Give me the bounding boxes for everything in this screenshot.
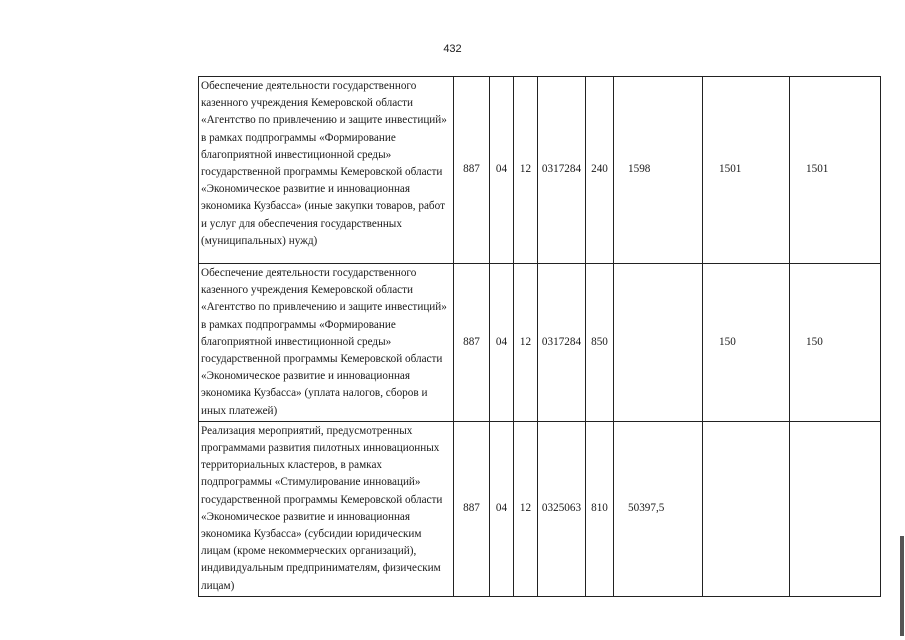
target-article-code: 0325063 [538,421,586,596]
table-row [199,421,881,596]
amount-3: 1501 [790,77,881,264]
row-description: Реализация мероприятий, предусмотренных программами развития пилотных инновационных территориальных кластеров, в рамках подпрограммы «Стимулирование инноваций» государственной программы Кемеровской области «Экономическое развитие и инновационная экономика Кузбасса» (субсидии юридическим лицам (кроме некоммерческих организаций), индивидуальным предпринимателям, физическим лицам) [199,421,454,596]
amount-1: 1598 [614,77,703,264]
expense-type-code: 240 [586,77,614,264]
table-row [199,264,881,422]
amount-1: 50397,5 [614,421,703,596]
subsection-code: 12 [514,421,538,596]
subsection-code: 12 [514,264,538,422]
table-row [199,77,881,264]
amount-2: 150 [703,264,790,422]
amount-1 [614,264,703,422]
amount-2: 1501 [703,77,790,264]
row-description: Обеспечение деятельности государственного казенного учреждения Кемеровской области «Агентство по привлечению и защите инвестиций» в рамках подпрограммы «Формирование благоприятной инвестиционной среды» государственной программы Кемеровской области «Экономическое развитие и инновационная экономика Кузбасса» (иные закупки товаров, работ и услуг для обеспечения государственных (муниципальных) нужд) [199,77,454,264]
scan-edge-mark [900,536,904,636]
budget-table [198,76,881,597]
section-code: 04 [490,77,514,264]
ministry-code: 887 [454,421,490,596]
subsection-code: 12 [514,77,538,264]
section-code: 04 [490,264,514,422]
target-article-code: 0317284 [538,77,586,264]
ministry-code: 887 [454,77,490,264]
row-description: Обеспечение деятельности государственного казенного учреждения Кемеровской области «Агентство по привлечению и защите инвестиций» в рамках подпрограммы «Формирование благоприятной инвестиционной среды» государственной программы Кемеровской области «Экономическое развитие и инновационная экономика Кузбасса» (уплата налогов, сборов и иных платежей) [199,264,454,422]
amount-3 [790,421,881,596]
target-article-code: 0317284 [538,264,586,422]
expense-type-code: 810 [586,421,614,596]
amount-3: 150 [790,264,881,422]
ministry-code: 887 [454,264,490,422]
amount-2 [703,421,790,596]
page-number: 432 [443,43,462,55]
expense-type-code: 850 [586,264,614,422]
section-code: 04 [490,421,514,596]
